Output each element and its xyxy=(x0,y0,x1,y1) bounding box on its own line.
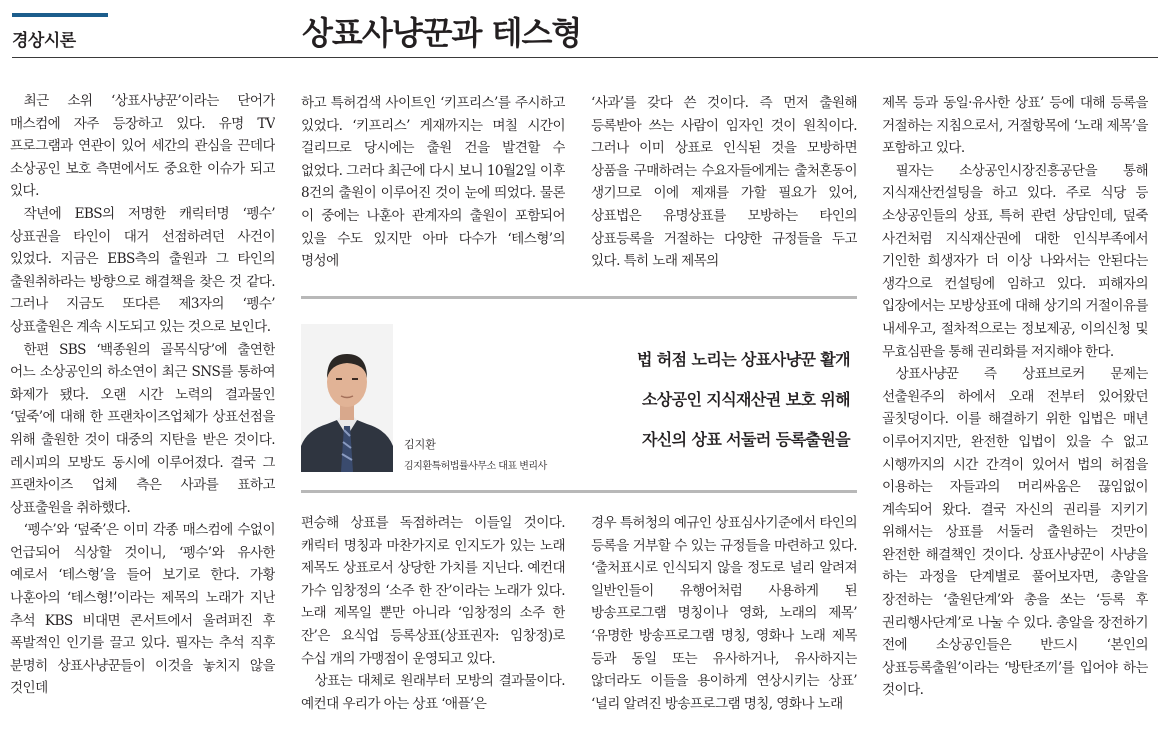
author-name: 김지환 xyxy=(404,438,436,451)
body-paragraph: 제목 등과 동일·유사한 상표’ 등에 대해 등록을 거절하는 지침으로서, 거절항목에 ‘노래 제목’을 포함하고 있다. xyxy=(882,95,1148,157)
pullquote-top-rule xyxy=(301,296,857,299)
article-column-3-bottom xyxy=(591,512,857,753)
pullquote xyxy=(560,340,850,460)
body-paragraph: 한편 SBS ‘백종원의 골목식당’에 출연한 어느 소상공인의 하소연이 최근 SNS를 통하여 화제가 됐다. 오랜 시간 노력의 결과물인 ‘덮죽’에 대해 한 프랜차이즈업체가 상표선점을 위해 출원한 것이 대중의 지탄을 받은 것이다. 레시피의 모방도 동시에 이루어졌다. 결국 그 프랜차이즈 업체 측은 사과를 표하고 상표출원을 취하했다. xyxy=(10,341,275,516)
article-column-2-bottom xyxy=(301,512,565,753)
article-headline: 상표사냥꾼과 테스형 xyxy=(302,14,582,52)
body-paragraph: ‘사과’를 갖다 쓴 것이다. 즉 먼저 출원해 등록받아 쓰는 사람이 임자인 것이 원칙이다. 그러나 이미 상표로 인식된 것을 모방하면 상품을 구매하려는 수요자들에게는 출처혼동이 생기므로 이에 제재를 가할 필요가 있어, 상표법은 유명상표를 모방하는 타인의 상표등록을 거절하는 다양한 규정들을 두고 있다. 특히 노래 제목의 xyxy=(591,95,857,270)
body-paragraph: 작년에 EBS의 저명한 캐릭터명 ‘펭수’ 상표권을 타인이 대거 선점하려던 사건이 있었다. 지금은 EBS측의 출원과 그 타인의 출원취하라는 방향으로 해결책을 찾은 것 같다. 그러나 지금도 또다른 제3자의 ‘펭수’ 상표출원은 계속 시도되고 있는 것으로 보인다. xyxy=(10,205,275,335)
column-tag: 경상시론 xyxy=(12,31,76,51)
pullquote-bottom-rule xyxy=(301,490,857,493)
header-divider xyxy=(12,57,1158,58)
author-title: 김지환특허법률사무소 대표 변리사 xyxy=(404,461,547,472)
article-column-3-top xyxy=(591,92,857,276)
article-column-1 xyxy=(10,90,275,753)
column-tag-accent-bar xyxy=(12,13,108,17)
body-paragraph: 상표사냥꾼 즉 상표브로커 문제는 선출원주의 하에서 오래 전부터 있어왔던 골칫덩이다. 이를 해결하기 위한 입법은 매년 이루어지지만, 완전한 입법이 있을 수 없고 시행까지의 시간 간격이 있어서 법의 허점을 이용하는 자들과의 머리싸움은 끊임없이 계속되어 왔다. 결국 자신의 권리를 지키기 위해서는 상표를 서둘러 출원하는 것만이 완전한 해결책인 것이다. 상표사냥꾼이 사냥을 하는 과정을 단계별로 풀어보자면, 총알을 장전하는 ‘출원단계’와 총을 쏘는 ‘등록 후 권리행사단계’로 나눌 수 있다. 총알을 장전하기 전에 소상공인들은 반드시 ‘본인의 상표등록출원’이라는 ‘방탄조끼’를 입어야 하는 것이다. xyxy=(882,366,1148,699)
article-column-4 xyxy=(882,92,1148,753)
pullquote-line: 소상공인 지식재산권 보호 위해 xyxy=(641,390,850,409)
body-paragraph: 최근 소위 ‘상표사냥꾼’이라는 단어가 매스컴에 자주 등장하고 있다. 유명 TV 프로그램과 연관이 있어 세간의 관심을 끈데다 소상공인 보호 측면에서도 중요한 이슈가 되고 있다. xyxy=(10,93,275,200)
body-paragraph: 편승해 상표를 독점하려는 이들일 것이다. 캐릭터 명칭과 마찬가지로 인지도가 있는 노래 제목도 상표로서 상당한 가치를 지닌다. 예컨대 가수 임창정의 ‘소주 한 잔’이라는 노래가 있다. 노래 제목일 뿐만 아니라 ‘임창정의 소주 한 잔’은 요식업 등록상표(상표권자: 임창정)로 수십 개의 가맹점이 운영되고 있다. xyxy=(301,515,565,667)
body-paragraph: 하고 특허검색 사이트인 ‘키프리스’를 주시하고 있었다. ‘키프리스’ 게재까지는 며칠 시간이 걸리므로 당시에는 출원 건을 발견할 수 없었다. 그러다 최근에 다시 보니 10월2일 이후 8건의 출원이 이루어진 것이 눈에 띄었다. 물론 이 중에는 나훈아 관계자의 출원이 포함되어 있을 수도 있지만 아마 다수가 ‘테스형’의 명성에 xyxy=(301,95,565,270)
body-paragraph: 경우 특허청의 예규인 상표심사기준에서 타인의 등록을 거부할 수 있는 규정들을 마련하고 있다. ‘출처표시로 인식되지 않을 정도로 널리 알려져 일반인들이 유행어처럼 사용하게 된 방송프로그램 명칭이나 영화, 노래의 제목’ ‘유명한 방송프로그램 명칭, 영화나 노래 제목 등과 동일 또는 유사하거나, 유사하지는 않더라도 이들을 용이하게 연상시키는 상표’ ‘널리 알려진 방송프로그램 명칭, 영화나 노래 xyxy=(591,515,857,712)
article-column-2-top xyxy=(301,92,565,276)
body-paragraph: 필자는 소상공인시장진흥공단을 통해 지식재산컨설팅을 하고 있다. 주로 식당 등 소상공인들의 상표, 특허 관련 상담인데, 덮죽 사건처럼 지식재산권에 대한 인식부족에서 기인한 희생자가 더 이상 나와서는 안된다는 생각으로 컨설팅에 임하고 있다. 피해자의 입장에서는 모방상표에 대해 상기의 거절이유를 내세우고, 절차적으로는 정보제공, 이의신청 및 무효심판을 통해 권리화를 저지해야 한다. xyxy=(882,162,1148,360)
author-photo-icon xyxy=(301,324,393,472)
body-paragraph: ‘펭수’와 ‘덮죽’은 이미 각종 매스컴에 수없이 언급되어 식상할 것이니, ‘펭수’와 유사한 예로서 ‘테스형’을 들어 보기로 한다. 가황 나훈아의 ‘테스형!’이라는 제목의 노래가 지난 추석 KBS 비대면 콘서트에서 울려퍼진 후 폭발적인 인기를 끌고 있다. 필자는 추석 직후 분명히 상표사냥꾼들이 이것을 놓치지 않을 것인데 xyxy=(10,522,275,697)
body-paragraph: 상표는 대체로 원래부터 모방의 결과물이다. 예컨대 우리가 아는 상표 ‘애플’은 xyxy=(301,673,565,712)
pullquote-line: 법 허점 노리는 상표사냥꾼 활개 xyxy=(636,350,850,369)
pullquote-line: 자신의 상표 서둘러 등록출원을 xyxy=(641,430,850,449)
author-portrait xyxy=(301,324,393,472)
